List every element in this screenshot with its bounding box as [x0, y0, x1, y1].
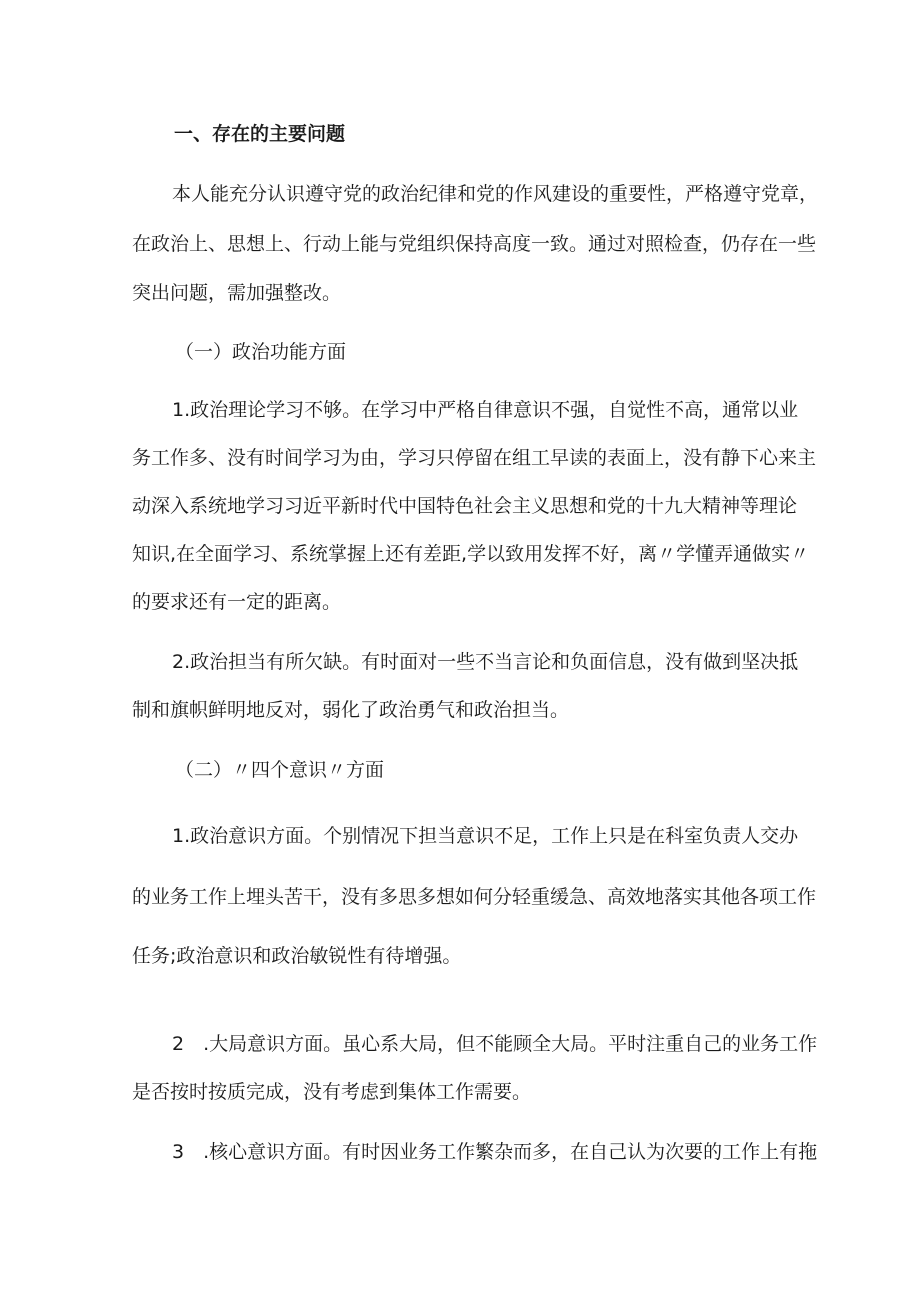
item-1-1-line-3: 动深入系统地学习习近平新时代中国特色社会主义思想和党的十九大精神等理论	[132, 495, 798, 517]
intro-line-3: 突出问题，需加强整改。	[132, 282, 342, 304]
item-2-1-line-2: 的业务工作上埋头苦干，没有多思多想如何分轻重缓急、高效地落实其他各项工作	[132, 886, 817, 908]
item-1-1-line-1: 1.政治理论学习不够。在学习中严格自律意识不强，自觉性不高，通常以业	[172, 399, 799, 421]
item-1-1-line-5: 的要求还有一定的距离。	[132, 591, 342, 613]
subheading-political-function: （一）政治功能方面	[175, 341, 347, 363]
item-2-1-line-3: 任务;政治意识和政治敏锐性有待增强。	[132, 945, 462, 967]
item-2-2-line-2: 是否按时按质完成，没有考虑到集体工作需要。	[132, 1081, 532, 1103]
item-1-2-line-1: 2.政治担当有所欠缺。有时面对一些不当言论和负面信息，没有做到坚决抵	[172, 651, 799, 673]
subheading-four-consciousness: （二）〃四个意识〃方面	[175, 759, 385, 781]
item-1-1-line-2: 务工作多、没有时间学习为由，学习只停留在组工早读的表面上，没有静下心来主	[132, 447, 817, 469]
item-1-1-line-4: 知识,在全面学习、系统掌握上还有差距,学以致用发挥不好，离〃学懂弄通做实〃	[132, 543, 810, 565]
item-2-3-line-1: 3 .核心意识方面。有时因业务工作繁杂而多，在自己认为次要的工作上有拖	[172, 1141, 818, 1163]
item-2-1-line-1: 1.政治意识方面。个别情况下担当意识不足，工作上只是在科室负责人交办	[172, 825, 799, 847]
intro-line-1: 本人能充分认识遵守党的政治纪律和党的作风建设的重要性，严格遵守党章，	[172, 183, 819, 205]
item-2-2-line-1: 2 .大局意识方面。虽心系大局，但不能顾全大局。平时注重自己的业务工作	[172, 1033, 818, 1055]
item-1-2-line-2: 制和旗帜鲜明地反对，弱化了政治勇气和政治担当。	[132, 699, 570, 721]
section-heading: 一、存在的主要问题	[174, 123, 346, 145]
intro-line-2: 在政治上、思想上、行动上能与党组织保持高度一致。通过对照检查，仍存在一些	[132, 233, 817, 255]
